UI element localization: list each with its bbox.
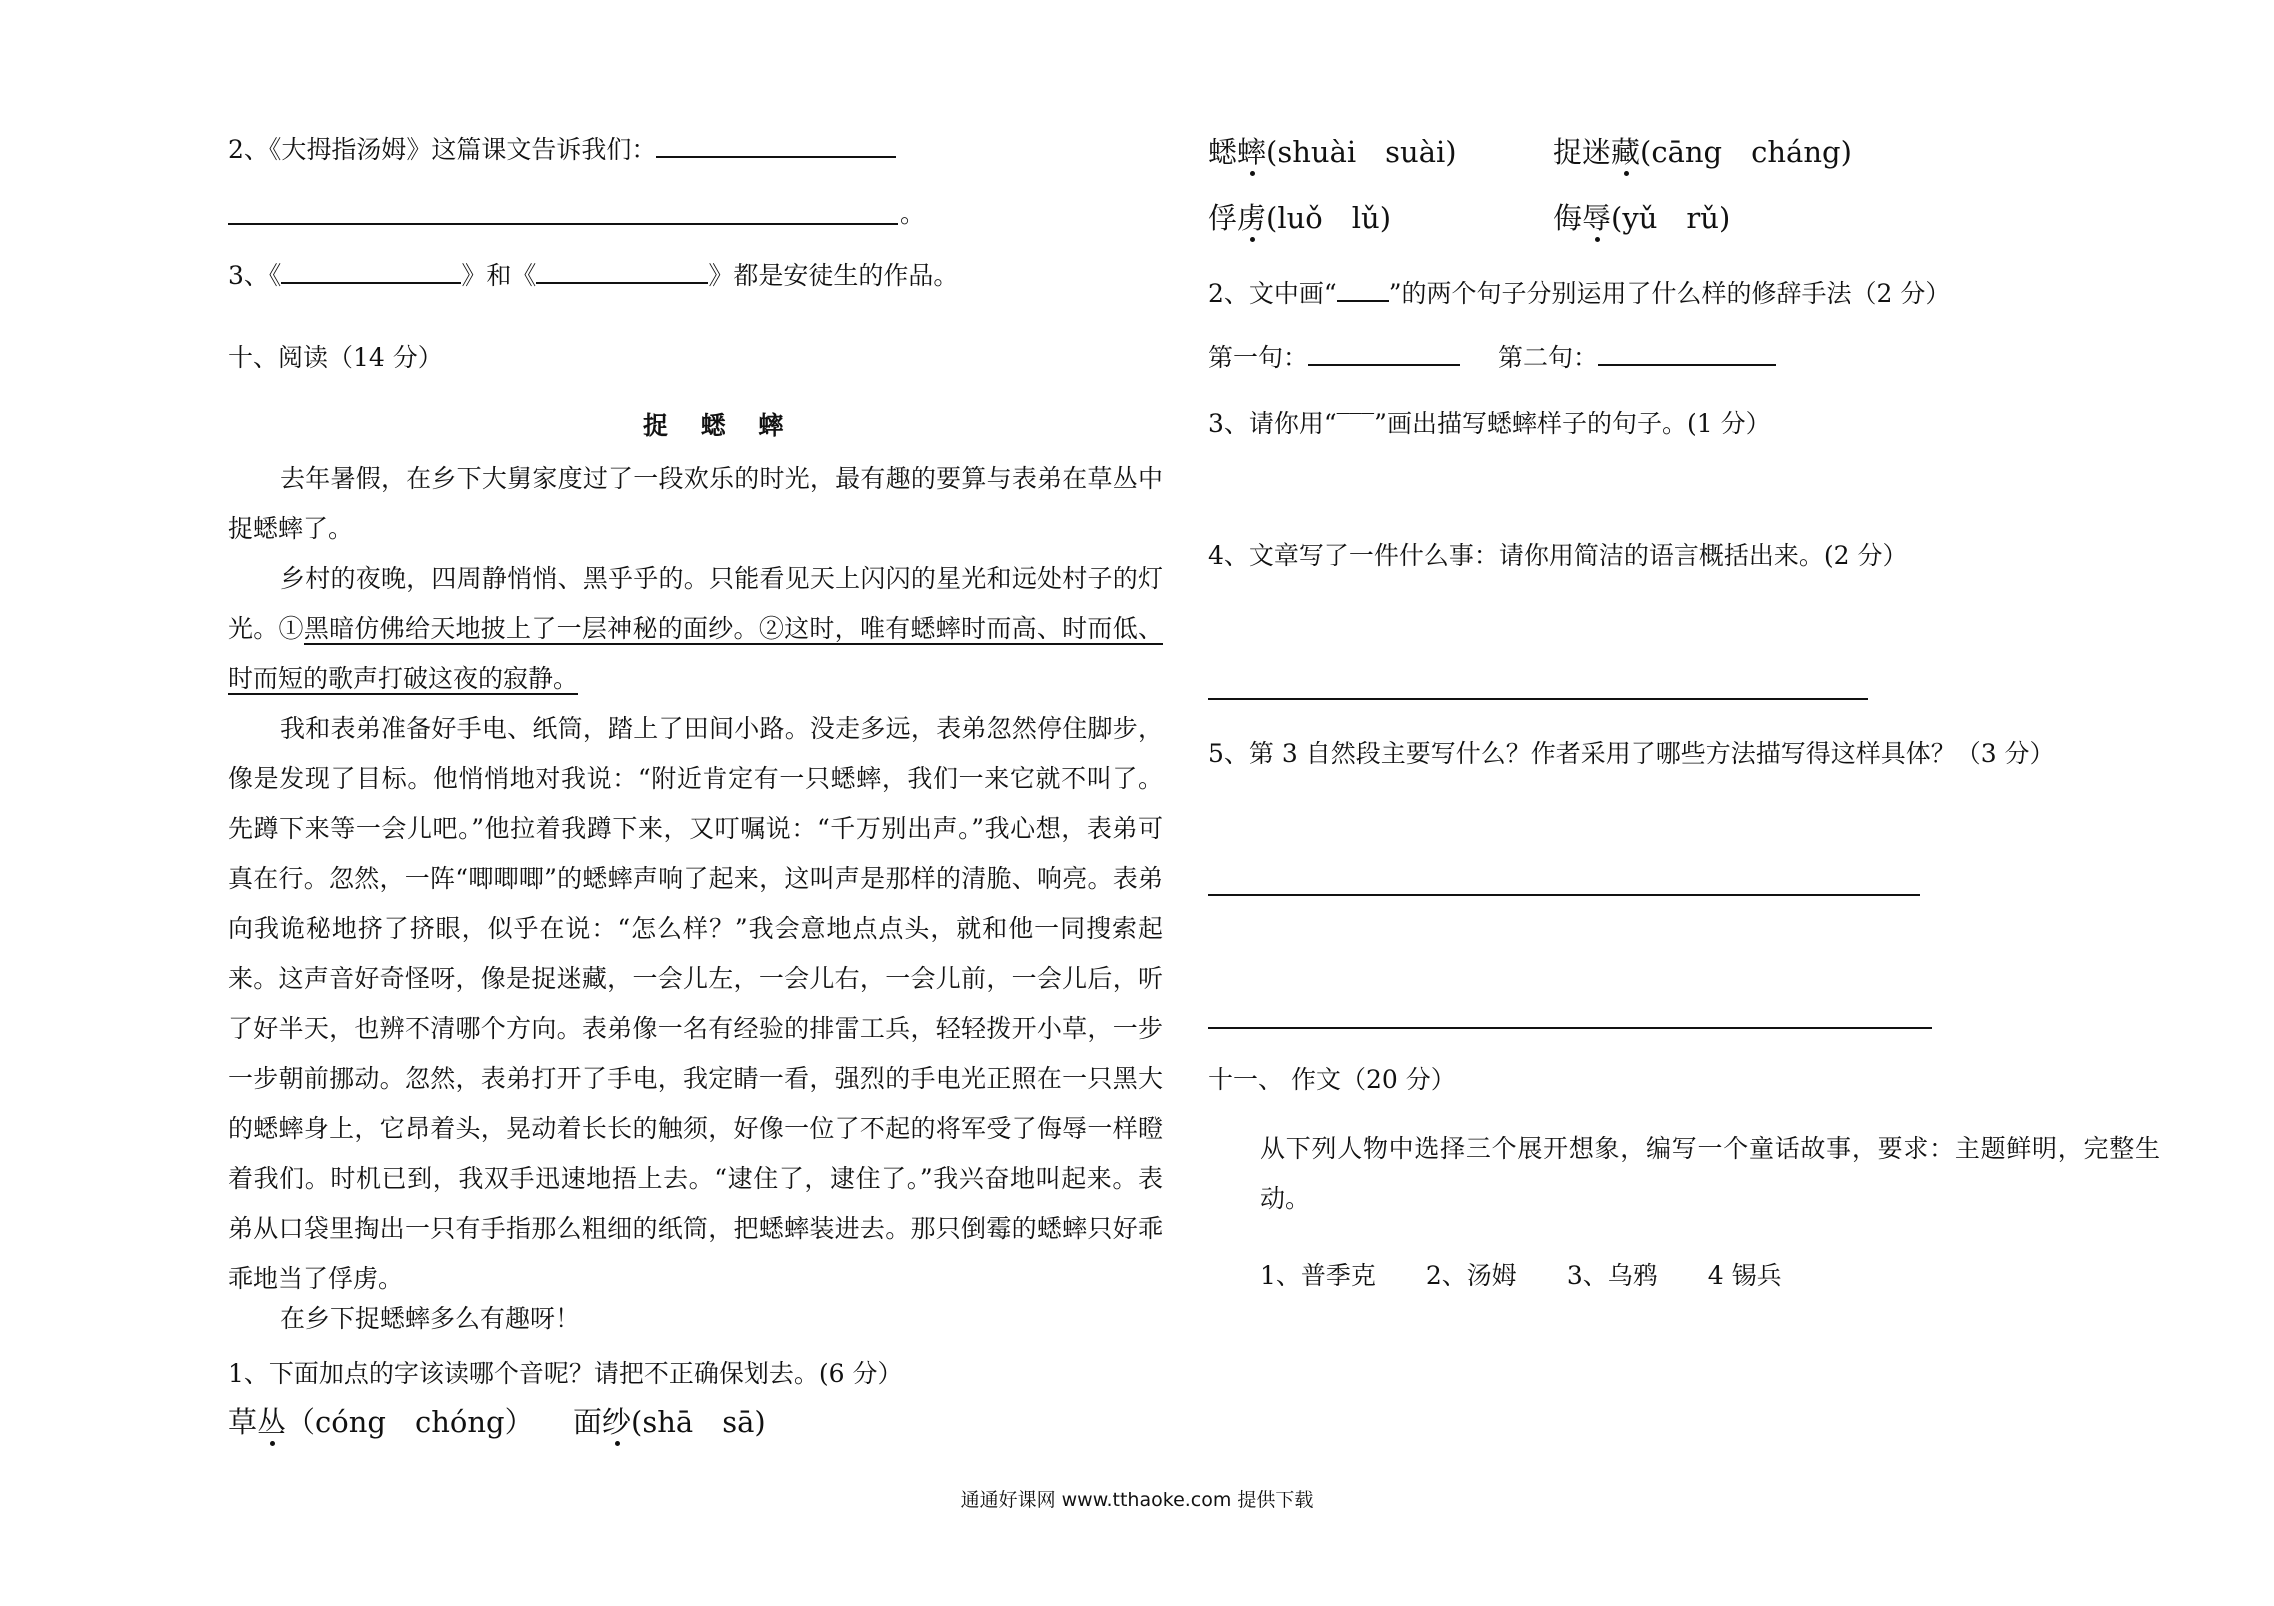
question-5: 5、第 3 自然段主要写什么？作者采用了哪些方法描写得这样具体？（3 分） [1208,739,2055,768]
second-sentence-blank[interactable] [1598,342,1776,366]
q3-part-b: 》和《 [461,261,537,290]
char: 蟋 [1208,135,1238,169]
dotted-char: 纱 [602,1405,632,1439]
paragraph-2 [228,554,1163,704]
question-2-right [1208,276,1950,312]
word-wuru [1553,200,1730,236]
first-sentence-blank[interactable] [1308,342,1460,366]
section-10-heading: 十、阅读（14 分） [228,343,443,372]
paragraph-4: 在乡下捉蟋蟀多么有趣呀！ [280,1304,581,1333]
pinyin-options: (yǔ rǔ) [1611,201,1731,235]
char: 侮 [1553,201,1583,235]
title-blank-1[interactable] [281,260,461,284]
dotted-char: 蟀 [1237,135,1267,169]
q2-part-a: 2、文中画“ [1208,279,1337,308]
q3-part-a: 3、《 [228,261,282,290]
answer-line-q5-2[interactable] [1208,1027,1932,1029]
paragraph-1: 去年暑假，在乡下大舅家度过了一段欢乐的时光，最有趣的要算与表弟在草丛中捉蟋蟀了。 [228,464,1163,543]
first-sentence-label: 第一句： [1208,343,1309,372]
pinyin-options: (shā sā) [631,1405,766,1439]
paragraph-3: 我和表弟准备好手电、纸筒，踏上了田间小路。没走多远，表弟忽然停住脚步，像是发现了目标。他悄悄地对我说：“附近肯定有一只蟋蟀，我们一来它就不叫了。先蹲下来等一会儿吧。”他拉着我蹲下来，又叮嘱说：“千万别出声。”我心想，表弟可真在行。忽然，一阵“唧唧唧”的蟋蟀声响了起来，这叫声是那样的清脆、响亮。表弟向我诡秘地挤了挤眼，似乎在说：“怎么样？”我会意地点点头，就和他一同搜索起来。这声音好奇怪呀，像是捉迷藏，一会儿左，一会儿右，一会儿前，一会儿后，听了好半天，也辨不清哪个方向。表弟像一名有经验的排雷工兵，轻轻拨开小草，一步一步朝前挪动。忽然，表弟打开了手电，我定睛一看，强烈的手电光正照在一只黑大的蟋蟀身上，它昂着头，晃动着长长的触须，好像一位了不起的将军受了侮辱一样瞪着我们。时机已到，我双手迅速地捂上去。“逮住了，逮住了。”我兴奋地叫起来。表弟从口袋里掏出一只有手指那么粗细的纸筒，把蟋蟀装进去。那只倒霉的蟋蟀只好乖乖地当了俘虏。 [228,714,1163,1293]
word-fulu [1208,200,1391,236]
answer-blank[interactable] [656,134,896,158]
dotted-char: 藏 [1611,135,1641,169]
story-title: 捉 蟋 蟀 [643,411,796,440]
answer-row [1208,340,1776,376]
pinyin-options: （cóng chóng） [286,1405,534,1439]
answer-line-q5-1[interactable] [1208,894,1920,896]
period: 。 [900,199,926,228]
pinyin-options: (luǒ lǔ) [1266,201,1392,235]
pinyin-options: (cāng cháng) [1640,135,1852,169]
sample-underline [1337,278,1389,302]
char: 捉迷 [1553,135,1612,169]
character-choices: 1、普季克 2、汤姆 3、乌鸦 4 锡兵 [1260,1261,1782,1290]
essay-instructions: 从下列人物中选择三个展开想象，编写一个童话故事，要求：主题鲜明，完整生动。 [1260,1134,2160,1213]
question-2-text: 2、《大拇指汤姆》这篇课文告诉我们： [228,135,657,164]
pinyin-options: (shuài suài) [1266,135,1457,169]
underlined-sentences: 黑暗仿佛给天地披上了一层神秘的面纱。②这时，唯有蟋蟀时而高、时而低、时而短的歌声打破这夜的寂静。 [228,614,1163,693]
dotted-char: 丛 [257,1405,287,1439]
dotted-char: 辱 [1582,201,1612,235]
title-blank-2[interactable] [536,260,708,284]
word-zhuomicang [1553,134,1852,170]
word-miansha [573,1404,766,1440]
section-11-heading: 十一、 作文（20 分） [1208,1065,1456,1094]
question-4: 4、文章写了一件什么事：请你用简洁的语言概括出来。(2 分） [1208,541,1908,570]
q3-part-c: 》都是安徒生的作品。 [708,261,959,290]
paragraph-2-lead: 乡村的夜晚，四周静悄悄、黑乎乎的。只能看见天上闪闪的星光和远处村子的灯光。① [228,564,1163,643]
char: 俘 [1208,201,1238,235]
question-3 [228,258,958,294]
answer-line-q4[interactable] [1208,698,1868,700]
answer-line[interactable] [228,223,898,225]
footer-source: 通通好课网 www.tthaoke.com 提供下载 [960,1489,1314,1511]
char: 草 [228,1405,258,1439]
word-xishuai [1208,134,1457,170]
word-caocong [228,1404,534,1440]
char: 面 [573,1405,603,1439]
question-1: 1、下面加点的字该读哪个音呢？请把不正确保划去。(6 分） [228,1359,903,1388]
question-3-right: 3、请你用“‾‾‾”画出描写蟋蟀样子的句子。(1 分） [1208,409,1771,438]
second-sentence-label: 第二句： [1498,343,1599,372]
question-2 [228,132,896,168]
q2-part-b: ”的两个句子分别运用了什么样的修辞手法（2 分） [1388,279,1951,308]
dotted-char: 虏 [1237,201,1267,235]
